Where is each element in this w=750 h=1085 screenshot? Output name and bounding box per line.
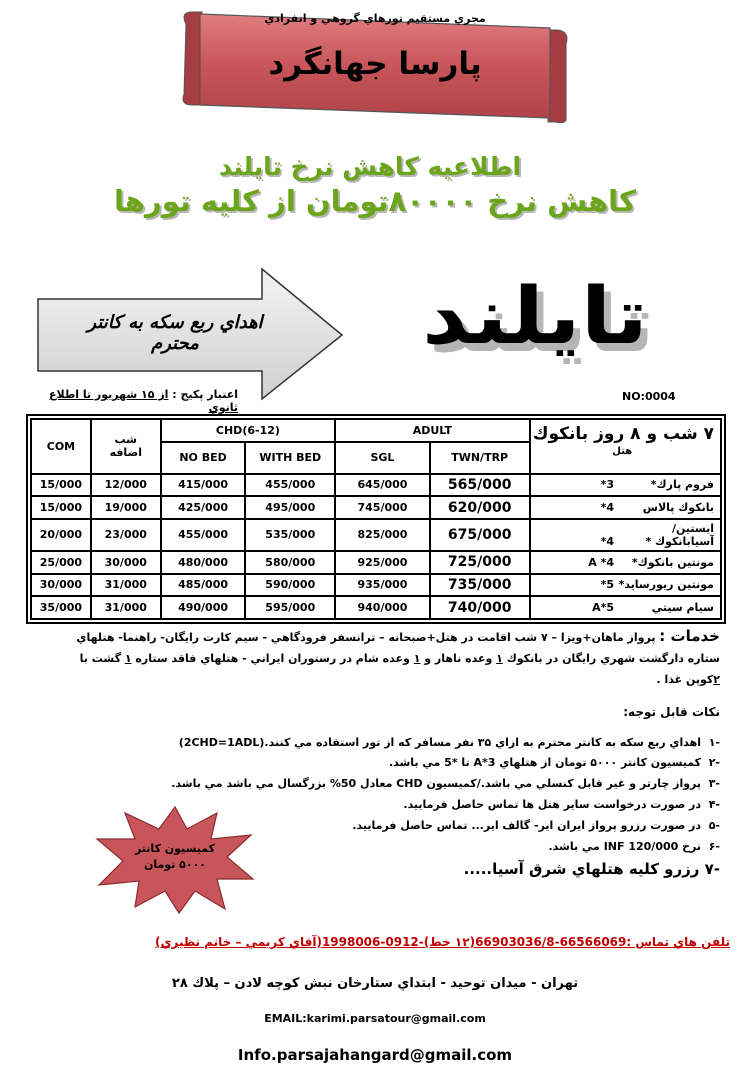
note-number: -۲ xyxy=(708,756,720,769)
note-number: -۴ xyxy=(708,798,720,811)
cell-no-bed: 480/000 xyxy=(161,551,246,574)
cell-with-bed: 590/000 xyxy=(245,574,335,597)
starburst-line-2: ۵۰۰۰ تومان xyxy=(143,858,207,871)
starburst-text xyxy=(125,841,225,873)
cell-twn: 725/000 xyxy=(430,551,530,574)
cell-com: 35/000 xyxy=(31,596,91,619)
cell-hotel xyxy=(530,496,721,519)
cell-hotel xyxy=(530,551,721,574)
note-text: كميسيون كانتر ۵۰۰۰ تومان از هتلهاي A*3 تا *5 مي باشد. xyxy=(388,756,702,769)
extra-night-label-1: شب xyxy=(114,433,137,447)
contact-phones: تلفن هاي تماس :66566069-66903036/8(۱۲ خط)-0912-1998006(آقاي كريمي – خانم نظيري) xyxy=(155,935,730,949)
note-number: -۱ xyxy=(708,736,720,749)
cell-extra: 31/000 xyxy=(91,574,161,597)
cell-sgl: 935/000 xyxy=(335,574,430,597)
cell-hotel xyxy=(530,596,721,619)
package-code: NO:0004 xyxy=(622,390,676,403)
services-text-3: كوپن غذا . xyxy=(656,673,714,686)
cell-no-bed: 485/000 xyxy=(161,574,246,597)
destination-word: تايلند xyxy=(421,272,649,362)
cell-with-bed: 455/000 xyxy=(245,474,335,497)
hotel-star: 5*A xyxy=(592,601,614,615)
hotel-star: 4* xyxy=(600,501,614,515)
table-row xyxy=(31,596,721,619)
note-item xyxy=(352,819,720,832)
services-text-2b: وعده ناهار و xyxy=(424,652,493,665)
note-item xyxy=(389,756,720,769)
note-text: نرخ INF 120/000 مي باشد. xyxy=(548,840,702,853)
hotel-name: بانكوك پالاس xyxy=(642,501,714,515)
starburst-line-1: كميسيون كانتر xyxy=(134,842,216,855)
services-text-2a: ستاره دارگشت شهري رايگان در بانكوك xyxy=(506,652,720,665)
cell-hotel xyxy=(530,519,721,551)
notes-title: نكات قابل توجه: xyxy=(623,705,720,719)
services-text-2c: وعده شام در رستوران ايراني - هتلهاي فاقد ستاره xyxy=(135,652,410,665)
banner-title: پارسا جهانگرد xyxy=(268,46,482,82)
cell-com: 15/000 xyxy=(31,496,91,519)
services-num-4: ۲ xyxy=(713,673,720,686)
note-text: پرواز چارتر و غير قابل كنسلي مي باشد./كميسيون CHD معادل 50% بزرگسال مي باشد مي باشد. xyxy=(171,777,702,790)
cell-com: 20/000 xyxy=(31,519,91,551)
note-item xyxy=(464,860,720,878)
cell-no-bed: 490/000 xyxy=(161,596,246,619)
cell-extra: 31/000 xyxy=(91,596,161,619)
header-sgl: SGL xyxy=(335,442,430,474)
services-section xyxy=(60,626,720,690)
services-text-1: پرواز ماهان+ويزا – ۷ شب اقامت در هتل+صبحانه – ترانسفر فرودگاهي - سيم كارت رايگان- راهنما- هتلهاي xyxy=(76,631,656,644)
cell-no-bed: 455/000 xyxy=(161,519,246,551)
cell-extra: 12/000 xyxy=(91,474,161,497)
banner xyxy=(180,10,570,125)
announcement-line-1: اطلاعيه كاهش نرخ تايلند xyxy=(218,152,522,181)
services-num-3: ۱ xyxy=(124,652,132,665)
validity-value: از ۱۵ شهريور تا اطلاع ثانوي xyxy=(49,388,238,414)
price-table xyxy=(30,418,722,620)
note-number: -۳ xyxy=(708,777,720,790)
hotel-name: سيام سيتي xyxy=(651,601,714,615)
services-label: خدمات : xyxy=(659,627,720,645)
note-item xyxy=(403,798,720,811)
hotel-star: 3* xyxy=(600,478,614,492)
table-title: ۷ شب و ۸ روز بانكوك xyxy=(532,424,714,444)
table-row xyxy=(31,519,721,551)
cell-twn: 620/000 xyxy=(430,496,530,519)
note-number: -۶ xyxy=(708,840,720,853)
promo-arrow xyxy=(30,265,350,403)
package-validity xyxy=(18,388,238,414)
note-number: -۷ xyxy=(704,860,720,878)
note-text: در صورت رزرو پرواز ايران اير- گالف اير... تماس حاصل فرماييد. xyxy=(352,819,702,832)
note-item xyxy=(548,840,720,853)
email-info[interactable]: Info.parsajahangard@gmail.com xyxy=(237,1046,513,1064)
hotel-star: 5* xyxy=(600,578,614,592)
announcement-line-2: كاهش نرخ ۸۰۰۰۰تومان از كليه تورها xyxy=(114,184,636,218)
header-with-bed: WITH BED xyxy=(245,442,335,474)
services-line-1 xyxy=(60,626,720,648)
cell-with-bed: 595/000 xyxy=(245,596,335,619)
cell-twn: 565/000 xyxy=(430,474,530,497)
note-item xyxy=(171,777,720,790)
cell-no-bed: 415/000 xyxy=(161,474,246,497)
cell-extra: 19/000 xyxy=(91,496,161,519)
cell-with-bed: 580/000 xyxy=(245,551,335,574)
services-text-2d: گشت با xyxy=(79,652,121,665)
hotel-name: ايستين/آسيابانكوك * xyxy=(645,521,714,548)
commission-starburst xyxy=(95,805,255,915)
cell-sgl: 925/000 xyxy=(335,551,430,574)
banner-subtitle: مجري مستقيم تورهاي گروهي و انفرادي xyxy=(264,12,486,25)
cell-hotel xyxy=(530,474,721,497)
hotel-name: فروم پارك* xyxy=(650,478,714,492)
header-com: COM xyxy=(31,419,91,474)
cell-com: 15/000 xyxy=(31,474,91,497)
header-chd: CHD(6-12) xyxy=(161,419,335,442)
validity-label: اعتبار پكيج : xyxy=(172,388,238,401)
hotel-star: 4* A xyxy=(588,555,614,569)
hotel-label: هتل xyxy=(612,446,633,457)
arrow-text: اهداي ربع سكه به كانتر محترم xyxy=(87,312,263,354)
cell-twn: 740/000 xyxy=(430,596,530,619)
header-twn: TWN/TRP xyxy=(430,442,530,474)
cell-extra: 23/000 xyxy=(91,519,161,551)
hotel-name: مونتين بانكوك* xyxy=(631,555,714,569)
cell-com: 30/000 xyxy=(31,574,91,597)
header-extra-night xyxy=(91,419,161,474)
cell-sgl: 825/000 xyxy=(335,519,430,551)
address: تهران - ميدان توحيد - ابتداي ستارخان نبش كوچه لادن – پلاك ۲۸ xyxy=(171,976,579,991)
cell-with-bed: 495/000 xyxy=(245,496,335,519)
table-row xyxy=(31,474,721,497)
table-row xyxy=(31,551,721,574)
hotel-star: 4* xyxy=(600,534,614,548)
header-adult: ADULT xyxy=(335,419,529,442)
cell-with-bed: 535/000 xyxy=(245,519,335,551)
email-karimi[interactable]: EMAIL:karimi.parsatour@gmail.com xyxy=(264,1012,486,1025)
services-line-2 xyxy=(60,648,720,669)
cell-sgl: 940/000 xyxy=(335,596,430,619)
cell-com: 25/000 xyxy=(31,551,91,574)
cell-no-bed: 425/000 xyxy=(161,496,246,519)
table-row xyxy=(31,574,721,597)
cell-twn: 675/000 xyxy=(430,519,530,551)
note-item xyxy=(179,736,720,749)
header-no-bed: NO BED xyxy=(161,442,246,474)
cell-sgl: 645/000 xyxy=(335,474,430,497)
note-text: در صورت درخواست ساير هتل ها تماس حاصل فرماييد. xyxy=(403,798,702,811)
extra-night-label-2: اضافه xyxy=(109,446,142,460)
table-row xyxy=(31,496,721,519)
note-number: -۵ xyxy=(708,819,720,832)
services-line-3 xyxy=(60,669,720,690)
hotel-name: مونتين ريورسايد* xyxy=(618,578,714,592)
cell-hotel xyxy=(530,574,721,597)
note-text: اهداي ربع سكه به كانتر محترم به ازاي ۳۵ نفر مسافر كه از تور استفاده مي كنند.(2CHD=1ADL) xyxy=(178,736,702,749)
table-title-cell xyxy=(530,419,721,474)
services-num-2: ۱ xyxy=(413,652,421,665)
services-num-1: ۱ xyxy=(496,652,503,665)
cell-sgl: 745/000 xyxy=(335,496,430,519)
cell-twn: 735/000 xyxy=(430,574,530,597)
cell-extra: 30/000 xyxy=(91,551,161,574)
note-text: رزرو كليه هتلهاي شرق آسيا..... xyxy=(463,860,700,878)
